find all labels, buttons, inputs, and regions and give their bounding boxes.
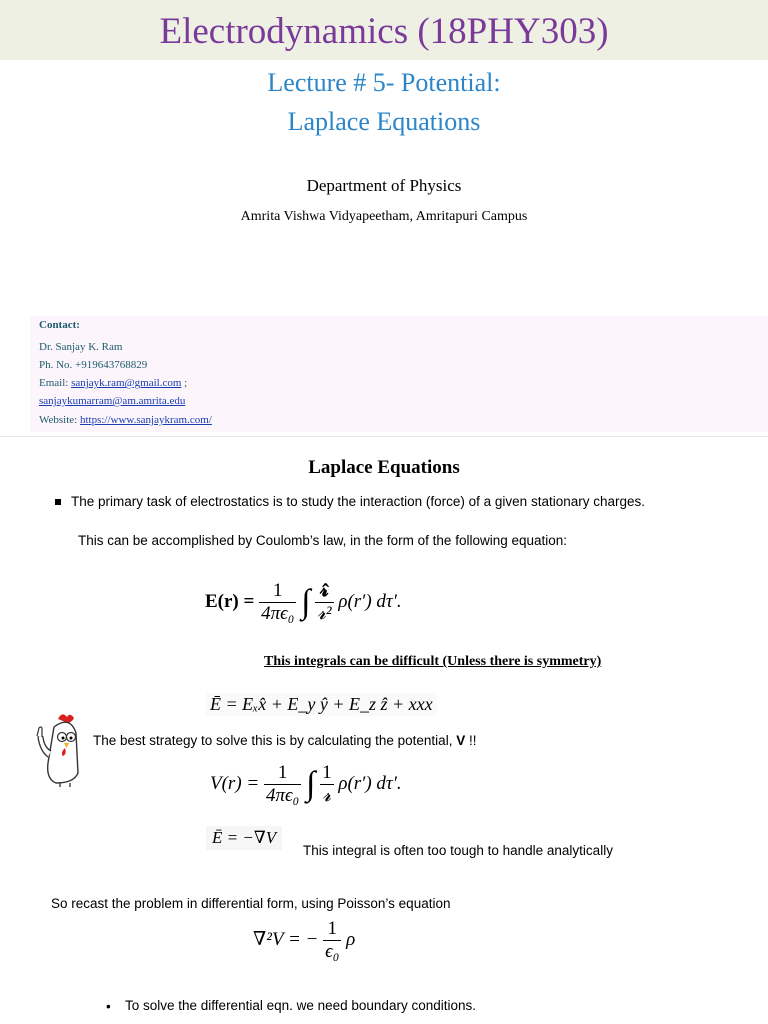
contact-name: Dr. Sanjay K. Ram xyxy=(39,341,123,353)
eq2-integral-sign: ∫ xyxy=(306,765,316,803)
course-title: Electrodynamics (18PHY303) xyxy=(159,11,609,52)
poisson-rest: ρ xyxy=(346,928,356,950)
difficult-note: This integrals can be difficult (Unless there is symmetry) xyxy=(264,654,602,669)
eq2-prefactor xyxy=(264,762,301,807)
email-separator: ; xyxy=(181,377,188,389)
section-title: Laplace Equations xyxy=(308,457,460,478)
eq1-prefactor-num: 1 xyxy=(272,580,283,601)
eq1-prefactor xyxy=(259,580,296,625)
eq2-kernel-den: 𝓻 xyxy=(320,784,334,807)
poisson-den: ϵ₀ xyxy=(325,941,340,962)
lecture-title-line2: Laplace Equations xyxy=(287,107,481,136)
coulomb-field-equation xyxy=(205,580,402,625)
tough-integral-note: This integral is often too tough to handle analytically xyxy=(303,843,613,858)
website-link[interactable]: https://www.sanjaykram.com/ xyxy=(79,414,212,426)
eq2-kernel-num: 1 xyxy=(322,762,332,783)
eq1-lhs: E(r) = xyxy=(205,590,255,612)
eq2-lhs: V(r) = xyxy=(210,772,260,794)
eq2-rest: ρ(r′) dτ′. xyxy=(338,772,402,794)
strategy-text-main: The best strategy to solve this is by calculating the potential, xyxy=(93,733,457,748)
email-label: Email: xyxy=(39,377,72,389)
email-link-gmail[interactable]: sanjayk.ram@gmail.com xyxy=(71,377,182,389)
slide-divider xyxy=(0,436,768,437)
eq1-kernel-den: 𝓻² xyxy=(317,603,332,624)
eq1-integral-sign: ∫ xyxy=(301,583,311,621)
contact-website-line xyxy=(39,414,212,426)
department-name: Department of Physics xyxy=(306,176,462,195)
recast-text: So recast the problem in differential form, using Poisson’s equation xyxy=(51,896,451,911)
eq1-kernel xyxy=(315,580,333,625)
lecture-title-line1: Lecture # 5- Potential: xyxy=(267,68,501,97)
bullet-text-electrostatics: The primary task of electrostatics is to study the interaction (force) of a given stationary charges. xyxy=(71,494,646,509)
poisson-lhs: ∇²V = − xyxy=(253,928,319,950)
eq2-prefactor-den: 4πϵ₀ xyxy=(265,785,300,806)
website-label: Website: xyxy=(39,414,80,426)
bullet-square-icon xyxy=(55,499,61,505)
contact-email2-line xyxy=(39,395,185,407)
potential-equation xyxy=(210,762,402,807)
contact-heading: Contact: xyxy=(39,319,80,331)
poisson-frac xyxy=(323,918,341,963)
eq1-kernel-num: 𝓻̂ xyxy=(320,580,329,601)
thinking-chicken-icon xyxy=(24,707,84,787)
eq1-prefactor-den: 4πϵ₀ xyxy=(261,603,295,624)
eq1-rest: ρ(r′) dτ′. xyxy=(338,590,402,612)
eq2-kernel xyxy=(320,762,334,807)
poisson-equation xyxy=(253,918,355,963)
gradient-equation: Ē = −∇V xyxy=(206,826,282,850)
strategy-exclaim: !! xyxy=(465,733,477,748)
coulomb-text: This can be accomplished by Coulomb’s law, in the form of the following equation: xyxy=(78,533,568,548)
field-components-equation: Ē = Eₓx̂ + E_y ŷ + E_z ẑ + xxx xyxy=(206,693,437,716)
eq2-prefactor-num: 1 xyxy=(277,762,288,783)
institution-name: Amrita Vishwa Vidyapeetham, Amritapuri Campus xyxy=(240,209,528,224)
contact-email-line xyxy=(39,377,187,389)
bullet-dot-icon: • xyxy=(106,999,111,1014)
email-link-amrita[interactable]: sanjaykumarram@am.amrita.edu xyxy=(39,395,186,407)
bullet-text-boundary: To solve the differential eqn. we need boundary conditions. xyxy=(125,998,476,1013)
poisson-num: 1 xyxy=(327,918,337,939)
contact-phone: Ph. No. +919643768829 xyxy=(39,359,148,371)
strategy-text xyxy=(93,733,476,748)
strategy-v: V xyxy=(456,733,466,748)
